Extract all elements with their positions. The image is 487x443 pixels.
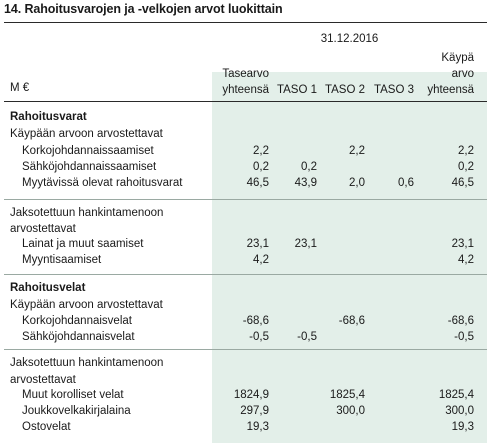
section-divider [4,199,487,200]
table-row [0,252,487,268]
table-row [0,143,487,159]
row-label: Korkojohdannaissaamiset [22,145,154,157]
cell-value: 46,5 [451,177,474,189]
row-label: Jaksotettuun hankintamenoon [10,207,164,219]
table-row [0,205,487,221]
row-label: Sähköjohdannaissaamiset [22,161,157,173]
cell-value: 300,0 [445,405,474,417]
table-row [0,175,487,191]
col-header-line: TASO 1 [276,84,317,96]
table-row [0,419,487,435]
header-rule [4,101,487,102]
cell-value: 4,2 [458,254,474,266]
row-label: Korkojohdannaisvelat [22,315,132,327]
cell-value: -0,5 [249,331,269,343]
cell-value: 1824,9 [233,389,269,401]
row-label: Rahoitusvelat [10,282,86,294]
table-row [0,297,487,313]
cell-value: 0,6 [398,177,414,189]
row-label: Myyntisaamiset [22,254,102,266]
cell-value: -68,6 [338,315,365,327]
row-label: Lainat ja muut saamiset [22,238,144,250]
table-row [0,403,487,419]
table-heading: 14. Rahoitusvarojen ja -velkojen arvot luokittain [4,2,283,16]
row-label: Käypään arvoon arvostettavat [10,128,163,140]
cell-value: 0,2 [253,161,269,173]
col-header-line: TASO 3 [373,84,414,96]
cell-value: 23,1 [294,238,317,250]
cell-value: 2,0 [349,177,365,189]
col-header-taso1 [277,50,317,98]
row-label: Joukkovelkakirjalaina [22,405,131,417]
col-header-kaypa-arvo [427,50,474,98]
table-row [0,372,487,388]
row-label: Käypään arvoon arvostettavat [10,299,163,311]
table-row [0,280,487,296]
col-header-line: Tasearvo [222,68,269,80]
col-header-taso3 [374,50,414,98]
table-row [0,109,487,125]
table-row [0,236,487,252]
cell-value: 23,1 [246,238,269,250]
section-divider [4,349,487,350]
section-divider [4,274,487,275]
cell-value: 1825,4 [438,389,474,401]
table-row [0,329,487,345]
row-label: Ostovelat [22,421,71,433]
cell-value: 0,2 [458,161,474,173]
cell-value: 19,3 [451,421,474,433]
row-label: Myytävissä olevat rahoitusvarat [22,177,183,189]
row-label: Rahoitusvarat [10,111,87,123]
cell-value: 0,2 [301,161,317,173]
unit-label: M € [10,82,30,94]
table-row [0,159,487,175]
col-header-line: yhteensä [222,84,269,96]
row-label: Muut korolliset velat [22,389,124,401]
cell-value: -0,5 [454,331,474,343]
cell-value: 297,9 [240,405,269,417]
row-label: arvostettavat [10,374,76,386]
col-header-line: yhteensä [427,84,474,96]
cell-value: 19,3 [246,421,269,433]
row-label: Sähköjohdannaisvelat [22,331,135,343]
cell-value: 2,2 [349,145,365,157]
cell-value: 46,5 [246,177,269,189]
cell-value: 23,1 [451,238,474,250]
cell-value: 2,2 [253,145,269,157]
table-row [0,355,487,371]
cell-value: 2,2 [458,145,474,157]
col-header-line: TASO 2 [324,84,365,96]
col-header-line: Käypä [441,52,474,64]
table-row [0,313,487,329]
col-header-tasearvo [222,50,269,98]
cell-value: 300,0 [336,405,365,417]
col-header-line: arvo [451,68,474,80]
row-label: arvostettavat [10,223,76,235]
cell-value: -0,5 [297,331,317,343]
cell-value: 4,2 [253,254,269,266]
cell-value: -68,6 [447,315,474,327]
cell-value: -68,6 [242,315,269,327]
col-header-taso2 [325,50,365,98]
table-row [0,126,487,142]
cell-value: 1825,4 [329,389,365,401]
row-label: Jaksotettuun hankintamenoon [10,357,164,369]
table-row [0,221,487,237]
top-rule [4,22,487,23]
cell-value: 43,9 [294,177,317,189]
date-header: 31.12.2016 [320,33,379,45]
table-row [0,387,487,403]
